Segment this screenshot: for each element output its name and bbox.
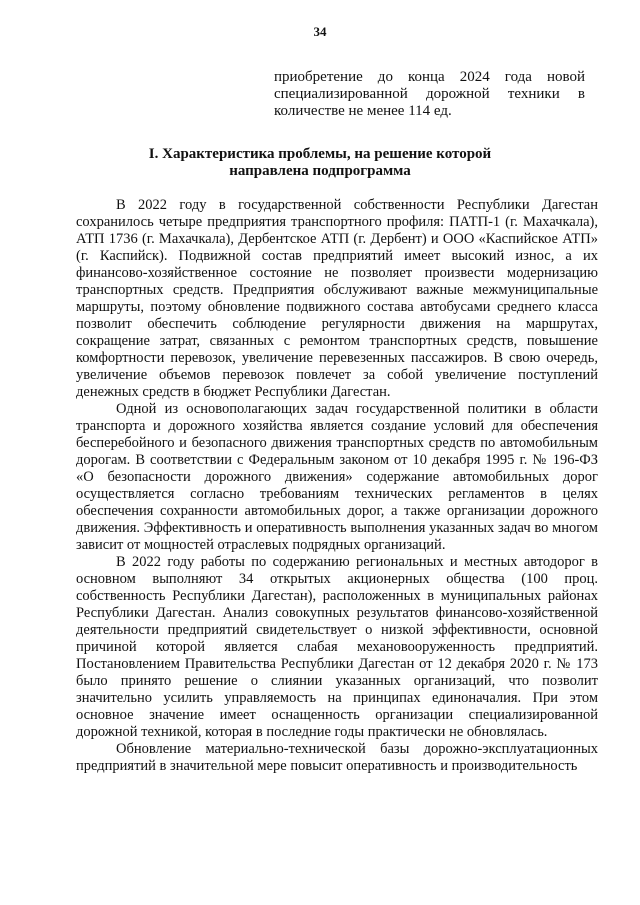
paragraph: Одной из основополагающих задач государственной политики в области транспорта и дорожного хозяйства является создание условий для обеспечения бесперебойного и безопасного движения транспортных средств по автомобильным дорогам. В соответствии с Федеральным законом от 10 декабря 1995 г. № 196-ФЗ «О безопасности дорожного движения» содержание автомобильных дорог осуществляется согласно требованиям технических регламентов в целях обеспечения сохранности автомобильных дорог, а также организации дорожного движения. Эффективность и оперативность выполнения указанных задач во многом зависит от мощностей отраслевых подрядных организаций. [76,401,598,553]
paragraph: Обновление материально-технической базы дорожно-эксплуатационных предприятий в значительной мере повысит оперативность и производительность [76,741,598,774]
paragraph: В 2022 году работы по содержанию региональных и местных автодорог в основном выполняют 34 открытых акционерных общества (100 проц. собственность Республики Дагестан), расположенных в муниципальных районах Республики Дагестан. Анализ совокупных результатов финансово-хозяйственной деятельности предприятий свидетельствует о низкой эффективности, основной причиной которой является слабая механовооруженность предприятий. Постановлением Правительства Республики Дагестан от 12 декабря 2020 г. № 173 было принято решение о слиянии указанных организаций, что позволит значительно усилить управляемость на принципах единоначалия. При этом основное значение имеет оснащенность организации специализированной дорожной техникой, которая в последние годы практически не обновлялась. [76,554,598,740]
section-heading: I. Характеристика проблемы, на решение которой направлена подпрограмма [148,146,492,179]
paragraph: В 2022 году в государственной собственности Республики Дагестан сохранилось четыре предприятия транспортного профиля: ПАТП-1 (г. Махачкала), АТП 1736 (г. Махачкала), Дербентское АТП (г. Дербент) и ООО «Каспийское АТП» (г. Каспийск). Подвижной состав предприятий имеет высокий износ, а их финансово-хозяйственное состояние не позволяет произвести модернизацию транспортных средств. Предприятия обслуживают важные межмуниципальные маршруты, поэтому обновление подвижного состава автобусами среднего класса позволит обеспечить соблюдение регулярности движения на маршрутах, сокращение затрат, связанных с ремонтом транспортных средств, повышение комфортности перевозок, увеличение перевезенных пассажиров. В свою очередь, увеличение объемов перевозок повлечет за собой увеличение поступлений денежных средств в бюджет Республики Дагестан. [76,197,598,400]
page-number: 34 [313,24,327,39]
continuation-text: приобретение до конца 2024 года новой специализированной дорожной техники в количестве не менее 114 ед. [274,69,585,119]
section-body [76,197,598,775]
